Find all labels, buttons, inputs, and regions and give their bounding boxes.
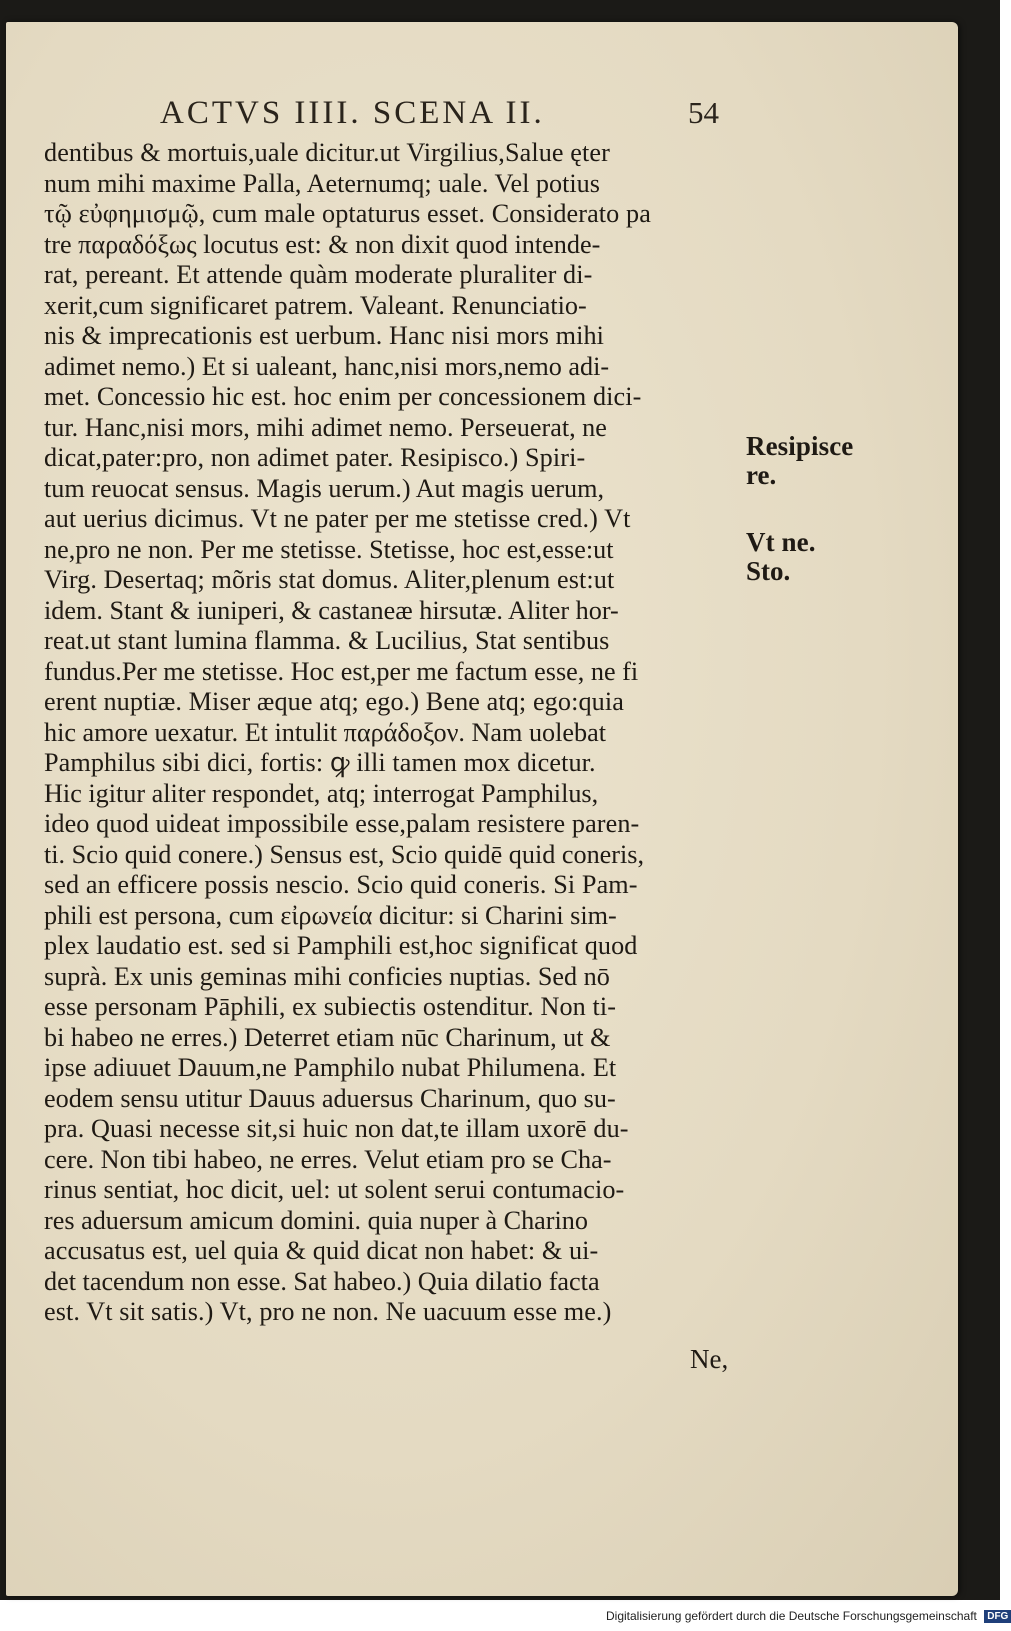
text-line: det tacendum non esse. Sat habeo.) Quia dilatio facta (44, 1266, 600, 1296)
margin-note-line: re. (746, 460, 777, 490)
text-line: fundus.Per me stetisse. Hoc est,per me factum esse, ne fi (44, 656, 639, 686)
text-line: pra. Quasi necesse sit,si huic non dat,te illam uxorē du- (44, 1114, 629, 1143)
body-text (44, 138, 738, 1328)
text-line: esse personam Pāphili, ex subiectis ostenditur. Non ti- (44, 992, 617, 1021)
text-line: dentibus & mortuis,uale dicitur.ut Virgilius,Salue ęter (44, 138, 610, 167)
text-line: ipse adiuuet Dauum,ne Pamphilo nubat Philumena. Et (44, 1053, 617, 1082)
margin-note-resipisce (746, 432, 853, 490)
dfg-logo: DFG (984, 1610, 1011, 1623)
text-line: rat, pereant. Et attende quàm moderate pluraliter di- (44, 260, 593, 289)
text-line: nis & imprecationis est uerbum. Hanc nisi mors mihi (44, 321, 605, 350)
text-line: dicat,pater:pro, non adimet pater. Resipisco.) Spiri- (44, 443, 586, 472)
text-line: erent nuptiæ. Miser æque atq; ego.) Bene atq; ego:quia (44, 687, 624, 716)
margin-note-line: Vt ne. (746, 527, 816, 557)
margin-note-line: Resipisce (746, 431, 854, 461)
text-line: tur. Hanc,nisi mors, mihi adimet nemo. Perseuerat, ne (44, 412, 607, 442)
text-line: Virg. Desertaq; mõris stat domus. Aliter,plenum est:ut (44, 565, 615, 594)
page-number: 54 (688, 95, 719, 130)
text-line: suprà. Ex unis geminas mihi conficies nuptias. Sed nō (44, 961, 610, 991)
text-line: reat.ut stant lumina flamma. & Lucilius, Stat sentibus (44, 626, 610, 655)
text-line: phili est persona, cum εἰρωνεία dicitur: si Charini sim- (44, 900, 617, 930)
text-line: tum reuocat sensus. Magis uerum.) Aut magis uerum, (44, 473, 605, 503)
text-line: met. Concessio hic est. hoc enim per concessionem dici- (44, 382, 642, 411)
text-line: Hic igitur aliter respondet, atq; interrogat Pamphilus, (44, 778, 599, 808)
running-head: ACTVS IIII. SCENA II. (160, 95, 545, 131)
text-line: hic amore uexatur. Et intulit παράδοξον. Nam uolebat (44, 717, 607, 747)
text-line: tre παραδόξως locutus est: & non dixit quod intende- (44, 229, 601, 259)
text-line: ne,pro ne non. Per me stetisse. Stetisse, hoc est,esse:ut (44, 534, 614, 564)
credit-text: Digitalisierung gefördert durch die Deutsche Forschungsgemeinschaft (606, 1609, 977, 1623)
text-line: aut uerius dicimus. Vt ne pater per me stetisse cred.) Vt (44, 504, 631, 533)
text-line: sed an efficere possis nescio. Scio quid coneris. Si Pam- (44, 870, 638, 899)
text-line: num mihi maxime Palla, Aeternumq; uale. Vel potius (44, 168, 600, 198)
text-line: plex laudatio est. sed si Pamphili est,hoc significat quod (44, 931, 638, 960)
text-line: ti. Scio quid conere.) Sensus est, Scio quidē quid coneris, (44, 839, 645, 869)
margin-note-line: Sto. (746, 556, 791, 586)
text-line: Pamphilus sibi dici, fortis: ꝙ illi tamen mox dicetur. (44, 748, 596, 777)
text-line: ideo quod uideat impossibile esse,palam resistere paren- (44, 809, 640, 838)
text-line: idem. Stant & iuniperi, & castaneæ hirsutæ. Aliter hor- (44, 595, 619, 625)
text-line: adimet nemo.) Et si ualeant, hanc,nisi mors,nemo adi- (44, 351, 610, 381)
text-line: rinus sentiat, hoc dicit, uel: ut solent serui contumacio- (44, 1175, 625, 1204)
catchword: Ne, (690, 1344, 729, 1374)
text-line: bi habeo ne erres.) Deterret etiam nūc Charinum, ut & (44, 1022, 611, 1052)
margin-note-vt-ne (746, 528, 816, 586)
text-line: xerit,cum significaret patrem. Valeant. Renunciatio- (44, 290, 587, 320)
text-line: est. Vt sit satis.) Vt, pro ne non. Ne uacuum esse me.) (44, 1297, 612, 1326)
text-line: res aduersum amicum domini. quia nuper à Charino (44, 1205, 588, 1235)
text-line: accusatus est, uel quia & quid dicat non habet: & ui- (44, 1236, 599, 1265)
text-line: cere. Non tibi habeo, ne erres. Velut etiam pro se Cha- (44, 1144, 612, 1174)
digitization-credit (606, 1609, 1011, 1623)
text-line: τῷ εὐφημισμῷ, cum male optaturus esset. Considerato pa (44, 199, 651, 228)
text-line: eodem sensu utitur Dauus aduersus Charinum, quo su- (44, 1083, 616, 1113)
